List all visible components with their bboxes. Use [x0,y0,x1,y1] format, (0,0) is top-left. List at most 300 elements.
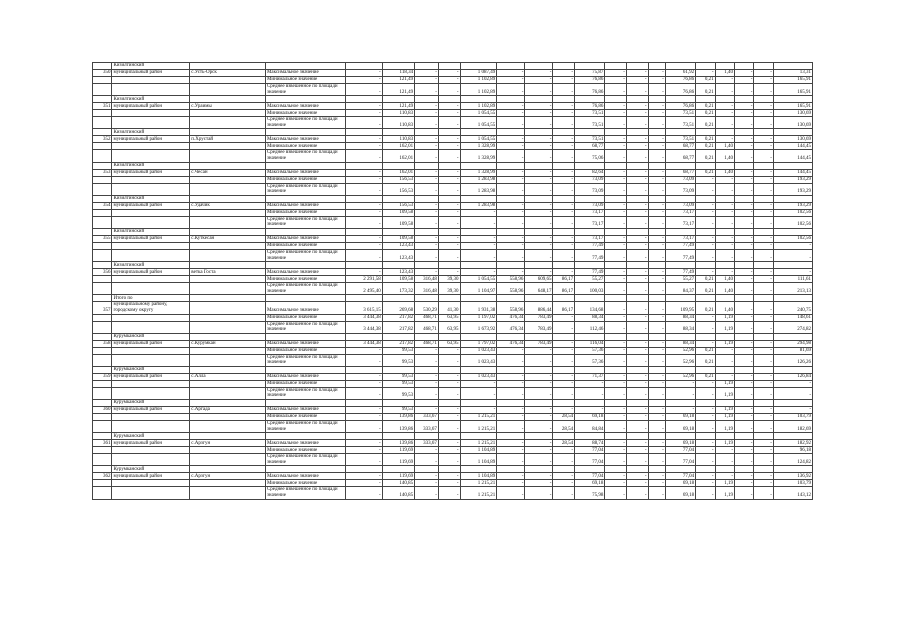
table-row [93,340,813,347]
value-cell [497,400,525,407]
value-cell [553,228,575,235]
value-cell: - [553,473,575,480]
value-cell [460,366,497,373]
value-cell: 1,19 [715,314,734,321]
indicator-cell: Среднее взвешенное по площади значение [265,150,345,162]
value-cell: 783,49 [525,314,553,321]
value-cell: 2 291,58 [345,276,382,283]
value-cell: - [525,169,553,176]
value-cell: - [415,216,439,228]
value-cell: - [626,169,648,176]
value-cell: 2 495,40 [345,283,382,295]
value-cell: - [525,249,553,261]
value-cell: - [735,202,754,209]
indicator-cell: Минимальное значение [265,314,345,321]
value-cell: 75,06 [575,150,605,162]
value-cell: 102,56 [773,235,812,242]
value-cell [382,295,414,302]
value-cell: - [438,117,460,129]
indicator-cell: Минимальное значение [265,176,345,183]
table-row [93,235,813,242]
value-cell: - [605,473,627,480]
value-cell: - [754,150,773,162]
value-cell: - [648,487,665,499]
table-row [93,333,813,340]
value-cell [345,96,382,103]
value-cell [345,228,382,235]
value-cell [605,129,627,136]
value-cell: - [626,209,648,216]
indicator-cell: Максимальное значение [265,407,345,414]
table-row [93,262,813,269]
value-cell [438,129,460,136]
value-cell [575,366,605,373]
indicator-cell: Минимальное значение [265,276,345,283]
value-cell: 3 444,38 [345,340,382,347]
value-cell: - [438,407,460,414]
value-cell: - [415,380,439,387]
value-cell: 173,32 [382,283,414,295]
value-cell [715,433,734,440]
value-cell: - [497,183,525,195]
value-cell: 0,21 [696,276,715,283]
value-cell: 886,44 [525,302,553,314]
indicator-cell: Максимальное значение [265,70,345,77]
value-cell [773,162,812,169]
value-cell: - [648,387,665,399]
value-cell [696,228,715,235]
value-cell [415,228,439,235]
value-cell: - [754,340,773,347]
value-cell: 77,04 [575,454,605,466]
value-cell: 193,29 [773,202,812,209]
value-cell: - [415,176,439,183]
value-cell [715,333,734,340]
value-cell: - [438,150,460,162]
value-cell: - [497,473,525,480]
district-cell [112,84,190,96]
value-cell: - [715,473,734,480]
value-cell: 86,17 [553,302,575,314]
settlement-cell: с.Арзгун [190,440,266,447]
value-cell: - [735,340,754,347]
value-cell [773,96,812,103]
value-cell: 88,34 [665,340,695,347]
settlement-cell [190,209,266,216]
value-cell: 156,53 [382,183,414,195]
value-cell [773,466,812,473]
value-cell: - [735,387,754,399]
value-cell [497,433,525,440]
value-cell: - [648,373,665,380]
value-cell: - [696,421,715,433]
value-cell: - [415,183,439,195]
value-cell: - [605,103,627,110]
value-cell: - [497,347,525,354]
value-cell [648,228,665,235]
table-row [93,249,813,261]
indicator-cell: Среднее взвешенное по площади значение [265,321,345,333]
value-cell: 99,53 [382,347,414,354]
indicator-cell: Минимальное значение [265,447,345,454]
value-cell: 63,95 [438,321,460,333]
table-row [93,366,813,373]
value-cell: - [696,70,715,77]
value-cell: - [754,347,773,354]
value-cell: - [525,421,553,433]
value-cell: 162,01 [382,143,414,150]
row-number [93,96,112,103]
value-cell [715,228,734,235]
indicator-cell [265,228,345,235]
value-cell: - [735,209,754,216]
value-cell: - [553,77,575,84]
value-cell: 121,49 [382,77,414,84]
district-cell: муниципальный район [112,407,190,414]
value-cell: - [497,235,525,242]
value-cell: - [438,70,460,77]
value-cell: 0,21 [696,117,715,129]
value-cell [648,433,665,440]
value-cell: 68,77 [665,143,695,150]
value-cell: - [735,176,754,183]
value-cell: - [696,414,715,421]
value-cell [626,295,648,302]
value-cell: 69,18 [575,414,605,421]
value-cell: - [773,387,812,399]
value-cell: 109,58 [382,216,414,228]
value-cell: - [575,387,605,399]
value-cell: - [415,269,439,276]
value-cell: - [648,480,665,487]
row-number [93,487,112,499]
value-cell: - [345,407,382,414]
value-cell: - [626,84,648,96]
value-cell: 294,98 [773,340,812,347]
value-cell: 1 102,89 [460,84,497,96]
value-cell: - [553,103,575,110]
value-cell: - [345,84,382,96]
value-cell [460,466,497,473]
value-cell [696,466,715,473]
value-cell: - [345,454,382,466]
settlement-cell [190,216,266,228]
district-cell [112,77,190,84]
value-cell: 84,84 [575,421,605,433]
value-cell [626,195,648,202]
value-cell: - [735,283,754,295]
row-number [93,110,112,117]
value-cell [773,63,812,70]
value-cell: 558,96 [497,302,525,314]
value-cell: - [605,276,627,283]
value-cell: 116,04 [575,340,605,347]
value-cell: - [605,169,627,176]
value-cell [497,295,525,302]
value-cell: - [754,136,773,143]
value-cell: - [648,235,665,242]
value-cell [735,400,754,407]
row-number: 353 [93,169,112,176]
district-cell [112,380,190,387]
value-cell: - [553,487,575,499]
indicator-cell: Среднее взвешенное по площади значение [265,454,345,466]
value-cell [438,63,460,70]
value-cell: 41,30 [438,302,460,314]
settlement-cell [190,354,266,366]
value-cell: - [438,110,460,117]
table-row [93,228,813,235]
value-cell: - [648,110,665,117]
value-cell: - [696,380,715,387]
value-cell: - [605,283,627,295]
value-cell: 123,43 [382,242,414,249]
value-cell: 52,96 [665,347,695,354]
value-cell: - [497,373,525,380]
settlement-cell [190,228,266,235]
row-number [93,421,112,433]
district-cell: Курумканский [112,433,190,440]
value-cell [525,400,553,407]
value-cell: 63,95 [438,340,460,347]
table-row [93,380,813,387]
value-cell: - [626,216,648,228]
value-cell: 99,53 [382,354,414,366]
value-cell: - [415,110,439,117]
value-cell: 182,69 [773,421,812,433]
district-cell: муниципальный район [112,269,190,276]
indicator-cell: Максимальное значение [265,473,345,480]
value-cell [575,96,605,103]
value-cell: - [626,183,648,195]
value-cell: 144,45 [773,150,812,162]
value-cell: 69,18 [665,414,695,421]
value-cell: - [715,249,734,261]
value-cell: - [553,380,575,387]
row-number [93,150,112,162]
value-cell [665,129,695,136]
value-cell: - [735,103,754,110]
value-cell: - [648,143,665,150]
district-cell: муниципальному району, городскому округу [112,302,190,314]
district-cell: муниципальный район [112,136,190,143]
indicator-cell [265,333,345,340]
value-cell [553,262,575,269]
indicator-cell: Максимальное значение [265,269,345,276]
value-cell: - [648,176,665,183]
value-cell: - [773,269,812,276]
value-cell: - [735,143,754,150]
value-cell [497,129,525,136]
value-cell [553,162,575,169]
value-cell: - [715,77,734,84]
value-cell: 55,27 [665,276,695,283]
value-cell: 468,71 [415,340,439,347]
value-cell: 76,86 [575,84,605,96]
value-cell: - [525,487,553,499]
table-row [93,269,813,276]
value-cell: 73,09 [665,176,695,183]
value-cell [497,466,525,473]
row-number [93,454,112,466]
value-cell: - [715,176,734,183]
indicator-cell: Среднее взвешенное по площади значение [265,84,345,96]
value-cell: 0,21 [696,373,715,380]
value-cell: 0,21 [696,302,715,314]
value-cell: - [525,216,553,228]
value-cell: - [735,249,754,261]
value-cell: 77,49 [665,249,695,261]
value-cell: - [735,407,754,414]
settlement-cell [190,347,266,354]
value-cell: 73,17 [575,235,605,242]
value-cell [715,63,734,70]
value-cell: 1 054,55 [460,276,497,283]
district-cell: Кизилтинский [112,96,190,103]
value-cell: 240,75 [773,302,812,314]
value-cell: - [773,407,812,414]
value-cell [345,63,382,70]
value-cell: - [438,421,460,433]
table-row [93,242,813,249]
value-cell: 476,34 [497,321,525,333]
value-cell [460,129,497,136]
value-cell: - [715,235,734,242]
value-cell: - [497,110,525,117]
value-cell: - [553,143,575,150]
value-cell: 68,77 [665,150,695,162]
value-cell: - [525,454,553,466]
value-cell: 73,51 [665,117,695,129]
value-cell: - [605,136,627,143]
table-row [93,202,813,209]
value-cell: 0,21 [696,143,715,150]
value-cell: - [696,216,715,228]
value-cell [754,228,773,235]
value-cell [648,333,665,340]
value-cell [497,228,525,235]
value-cell: - [715,216,734,228]
table-row [93,321,813,333]
value-cell [345,162,382,169]
value-cell: 139,86 [382,440,414,447]
value-cell: 103,79 [773,414,812,421]
value-cell: 88,74 [575,440,605,447]
value-cell: 1 023,43 [460,354,497,366]
value-cell: - [605,480,627,487]
value-cell: 73,17 [575,209,605,216]
value-cell [460,333,497,340]
district-cell: муниципальный район [112,103,190,110]
table-row [93,407,813,414]
indicator-cell [265,96,345,103]
settlement-cell: с.Ураимы [190,103,266,110]
row-number [93,143,112,150]
value-cell: - [626,347,648,354]
value-cell: 123,43 [382,269,414,276]
value-cell: - [626,70,648,77]
value-cell [626,400,648,407]
value-cell: - [605,235,627,242]
settlement-cell: с.Алла [190,373,266,380]
value-cell: - [754,235,773,242]
value-cell: 73,51 [665,136,695,143]
district-cell [112,347,190,354]
value-cell: - [648,302,665,314]
indicator-cell [265,129,345,136]
value-cell: - [735,235,754,242]
indicator-cell [265,433,345,440]
table-row [93,136,813,143]
indicator-cell [265,195,345,202]
value-cell: - [345,136,382,143]
value-cell: - [754,440,773,447]
value-cell: - [696,321,715,333]
value-cell: 76,86 [575,103,605,110]
settlement-cell: с.Арзгун [190,473,266,480]
row-number [93,262,112,269]
value-cell: - [460,380,497,387]
value-cell: 1 197,02 [460,314,497,321]
settlement-cell [190,110,266,117]
district-cell: Курумканский [112,366,190,373]
value-cell: - [648,183,665,195]
row-number [93,242,112,249]
district-cell [112,314,190,321]
settlement-cell: с.Куткесан [190,235,266,242]
value-cell: 1 931,38 [460,302,497,314]
value-cell: - [345,269,382,276]
value-cell: - [460,407,497,414]
value-cell: 333,67 [415,440,439,447]
row-number [93,354,112,366]
value-cell: - [626,487,648,499]
value-cell: 112,46 [575,321,605,333]
district-cell [112,421,190,433]
value-cell: - [497,407,525,414]
value-cell: - [715,373,734,380]
value-cell: - [553,117,575,129]
value-cell: - [415,70,439,77]
value-cell: - [553,321,575,333]
value-cell: - [497,103,525,110]
settlement-cell [190,143,266,150]
value-cell [715,400,734,407]
value-cell: 783,49 [525,321,553,333]
table-row [93,473,813,480]
value-cell: - [715,183,734,195]
value-cell: - [648,440,665,447]
value-cell: - [345,347,382,354]
value-cell: - [605,414,627,421]
table-row [93,466,813,473]
table-row [93,84,813,96]
settlement-cell [190,242,266,249]
value-cell: - [735,314,754,321]
district-cell: муниципальный район [112,169,190,176]
row-number: 358 [93,340,112,347]
value-cell [605,96,627,103]
value-cell: - [754,70,773,77]
value-cell [715,366,734,373]
value-cell: 0,21 [696,103,715,110]
value-cell: - [553,169,575,176]
value-cell [497,162,525,169]
value-cell: - [773,242,812,249]
value-cell: - [553,249,575,261]
value-cell: - [345,143,382,150]
value-cell: - [345,440,382,447]
